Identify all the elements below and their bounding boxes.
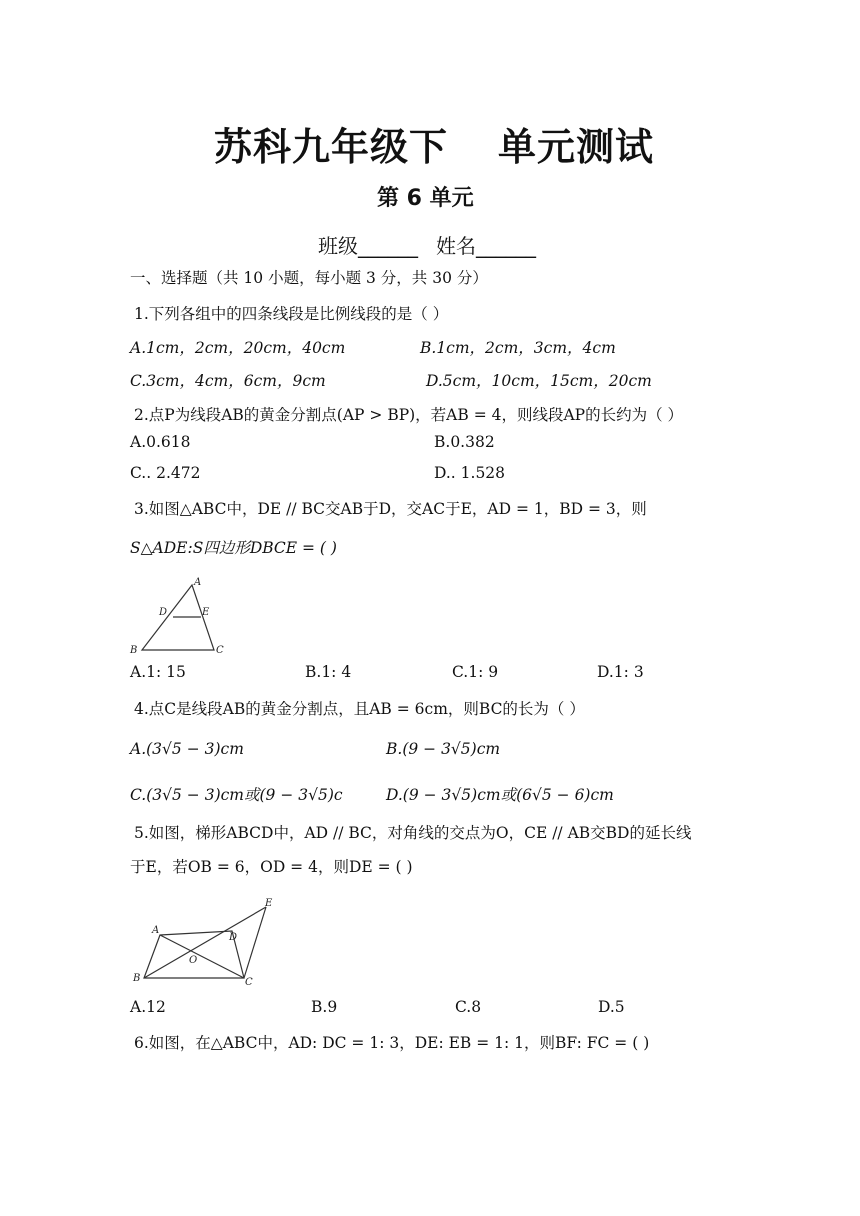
figure-label-b: B bbox=[133, 973, 141, 984]
name-field-label: 姓名______ bbox=[436, 234, 536, 258]
question-5-stem-cont: 于E，若OB = 6，OD = 4，则DE = ( ) bbox=[130, 858, 413, 876]
q3-option-c: C.1: 9 bbox=[452, 663, 499, 681]
question-5-stem: 5.如图，梯形ABCD中，AD // BC，对角线的交点为O，CE // AB交BD的延长线 bbox=[134, 824, 692, 842]
figure-label-d: D bbox=[229, 932, 238, 943]
q4-option-a: A.(3√5 − 3)cm bbox=[130, 740, 244, 758]
page-title-left: 苏科九年级下 bbox=[214, 125, 449, 169]
figure-label-c: C bbox=[216, 645, 224, 656]
q2-option-a: A.0.618 bbox=[130, 433, 191, 451]
figure-label-e: E bbox=[265, 898, 273, 909]
q4-option-b: B.(9 − 3√5)cm bbox=[386, 740, 501, 758]
class-field-label: 班级______ bbox=[318, 234, 418, 258]
figure-label-o: O bbox=[189, 955, 198, 966]
q2-option-c: C.. 2.472 bbox=[130, 464, 201, 482]
q5-option-d: D.5 bbox=[598, 998, 625, 1016]
question-3-stem: 3.如图△ABC中，DE // BC交AB于D，交AC于E，AD = 1，BD = 3，则 bbox=[134, 500, 647, 518]
question-3-area-ratio: S△ADE:S四边形DBCE = ( ) bbox=[130, 539, 337, 557]
question-6-stem: 6.如图，在△ABC中，AD: DC = 1: 3，DE: EB = 1: 1，则BF: FC = ( ) bbox=[134, 1034, 650, 1052]
figure-label-d: D bbox=[159, 607, 168, 618]
section-heading: 一、选择题（共 10 小题，每小题 3 分，共 30 分） bbox=[130, 269, 488, 287]
q3-option-d: D.1: 3 bbox=[597, 663, 644, 681]
q5-option-c: C.8 bbox=[455, 998, 482, 1016]
page-title-right: 单元测试 bbox=[498, 125, 655, 169]
q5-option-a: A.12 bbox=[130, 998, 166, 1016]
q4-option-d: D.(9 − 3√5)cm或(6√5 − 6)cm bbox=[386, 786, 614, 804]
q4-option-c: C.(3√5 − 3)cm或(9 − 3√5)c bbox=[130, 786, 343, 804]
q1-option-b: B.1cm，2cm，3cm，4cm bbox=[420, 339, 616, 357]
figure-label-c: C bbox=[245, 977, 253, 988]
question-2-stem: 2.点P为线段AB的黄金分割点(AP > BP)，若AB = 4，则线段AP的长约为（ ） bbox=[134, 406, 684, 424]
figure-label-a: A bbox=[194, 577, 202, 588]
question-1-stem: 1.下列各组中的四条线段是比例线段的是（ ） bbox=[134, 305, 449, 323]
q5-option-b: B.9 bbox=[311, 998, 338, 1016]
q2-option-d: D.. 1.528 bbox=[434, 464, 506, 482]
q3-option-a: A.1: 15 bbox=[130, 663, 186, 681]
q1-option-c: C.3cm，4cm，6cm，9cm bbox=[130, 372, 326, 390]
triangle-figure bbox=[128, 575, 228, 657]
figure-label-a: A bbox=[152, 925, 160, 936]
question-4-stem: 4.点C是线段AB的黄金分割点，且AB = 6cm，则BC的长为（ ） bbox=[134, 700, 585, 718]
trapezoid-figure bbox=[128, 893, 280, 989]
q3-option-b: B.1: 4 bbox=[305, 663, 352, 681]
unit-title: 第 6 单元 bbox=[377, 186, 474, 211]
q2-option-b: B.0.382 bbox=[434, 433, 495, 451]
figure-label-b: B bbox=[130, 645, 138, 656]
figure-label-e: E bbox=[202, 607, 210, 618]
q1-option-d: D.5cm，10cm，15cm，20cm bbox=[426, 372, 652, 390]
q1-option-a: A.1cm，2cm，20cm，40cm bbox=[130, 339, 346, 357]
